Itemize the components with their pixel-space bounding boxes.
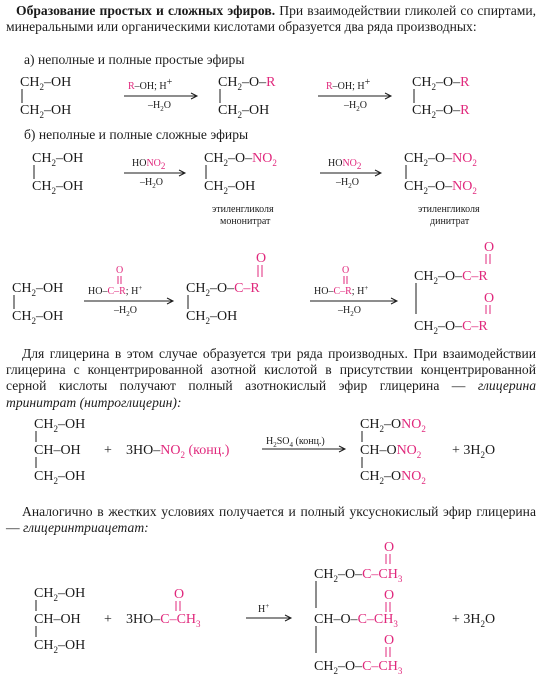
svg-text:–H2O: $-H_2O$ <box>336 177 359 190</box>
triacetate-formula <box>314 540 403 676</box>
glycerin-emph: глицерина тринитрат (нитроглицерин): <box>6 378 536 410</box>
svg-text:CH–OH: CH–OH <box>34 443 81 458</box>
glycerin-formula-2 <box>34 586 85 655</box>
svg-text:мононитрат: мононитрат <box>220 216 271 227</box>
svg-text:CH2–OH: $CH_2-OH$ <box>32 151 84 168</box>
svg-text:–H2O: $-H_2O$ <box>148 100 171 113</box>
plus-sign: + <box>104 443 112 458</box>
plus-sign-2: + <box>104 612 112 627</box>
svg-text:O: O <box>384 633 395 648</box>
svg-text:HO–C–R; H+: HO–C–R; H+ <box>314 284 369 297</box>
monoester-formula <box>186 251 266 326</box>
diether-formula <box>412 75 470 120</box>
svg-text:O: O <box>116 265 124 276</box>
section-a-label: а) неполные и полные простые эфиры <box>24 52 245 67</box>
acyl-ester-scheme <box>0 240 542 340</box>
svg-text:этиленгликоля: этиленгликоля <box>212 204 274 215</box>
svg-text:CH2–OH: $CH_2-OH$ <box>34 638 86 655</box>
svg-text:O: O <box>342 265 350 276</box>
trinitrate-formula <box>360 417 426 486</box>
svg-text:CH2–O–C–R: $CH_2-O-C-R$ <box>186 281 260 298</box>
glycerin-paragraph <box>6 346 536 411</box>
glycol-formula-c <box>12 281 63 326</box>
monoether-formula <box>218 75 276 120</box>
svg-text:3HO–C–CH3: $3HO-C-CH_3$ <box>126 612 201 629</box>
acylation-arrow-1 <box>84 265 173 318</box>
glycol-formula-b <box>32 151 83 196</box>
svg-text:CH2–OH: $CH_2-OH$ <box>12 281 64 298</box>
svg-text:CH–ONO2: $CH-ONO_2$ <box>360 443 422 460</box>
glycerin-formula <box>34 417 85 486</box>
glycol-formula <box>20 75 71 120</box>
svg-text:этиленгликоля: этиленгликоля <box>418 204 480 215</box>
svg-text:O: O <box>484 240 495 255</box>
nitration-arrow-2 <box>320 158 381 190</box>
svg-text:CH–OH: CH–OH <box>34 612 81 627</box>
svg-text:CH2–OH: $CH_2-OH$ <box>218 103 270 120</box>
svg-text:CH2–O–C–R: $CH_2-O-C-R$ <box>414 319 488 336</box>
mononitrate-formula <box>204 151 277 227</box>
nitration-arrow-1 <box>124 158 185 190</box>
intro-title: Образование простых и сложных эфиров. <box>16 3 276 18</box>
acylation-arrow-2 <box>310 265 397 318</box>
svg-text:CH2–OH: $CH_2-OH$ <box>186 309 238 326</box>
ether-scheme <box>0 66 542 126</box>
intro-text: При взаимодействии гликолей со спиртами, минеральными или органическими кислотами образуется два ряда производных: <box>6 3 536 35</box>
triacetate-text: Аналогично в жестких условиях получается и полный уксуснокислый эфир глицерина — <box>6 504 536 536</box>
diester-formula <box>414 240 494 336</box>
svg-text:–H2O: $-H_2O$ <box>140 177 163 190</box>
triacetate-paragraph <box>6 504 536 536</box>
reaction-arrow-2 <box>318 77 391 113</box>
svg-text:CH2–OH: $CH_2-OH$ <box>34 417 86 434</box>
water-product: + $3H_2O$ <box>452 443 496 460</box>
svg-text:HONO2: HONO2 <box>132 158 166 171</box>
svg-text:–H2O: $-H_2O$ <box>114 305 137 318</box>
svg-text:CH2–O–NO2: $CH_2-O-NO_2$ <box>404 151 477 168</box>
svg-text:CH2–ONO2: $CH_2-ONO_2$ <box>360 469 426 486</box>
svg-text:H+: H+ <box>258 602 270 615</box>
svg-text:O: O <box>484 291 495 306</box>
glycerin-text: Для глицерина в этом случае образуется три ряда производных. При взаимодействии глицерина с концентрированной азотной кислотой в присутствии концентрированной серной кислоты получают полный азотнокислый эфир глицерина — <box>6 346 536 394</box>
svg-text:CH2–OH: $CH_2-OH$ <box>20 75 72 92</box>
svg-text:HO–C–R; H+: HO–C–R; H+ <box>88 284 143 297</box>
reaction-arrow-1 <box>124 77 197 113</box>
svg-text:CH2–O–R: $CH_2-O-R$ <box>412 103 470 120</box>
svg-text:CH2–O–C–CH3: $CH_2-O-C-CH_3$ <box>314 659 403 676</box>
svg-text:CH–O–C–CH3: $CH-O-C-CH_3$ <box>314 612 398 629</box>
svg-text:O: O <box>384 540 395 555</box>
dinitrate-formula <box>404 151 480 227</box>
water-product-2: + $3H_2O$ <box>452 612 496 629</box>
section-b-label: б) неполные и полные сложные эфиры <box>24 127 249 142</box>
svg-text:–H2O: $-H_2O$ <box>344 100 367 113</box>
intro-paragraph <box>6 3 536 35</box>
svg-text:O: O <box>384 588 395 603</box>
svg-text:CH2–OH: $CH_2-OH$ <box>20 103 72 120</box>
nitrate-scheme <box>0 140 542 230</box>
acetic-acid-formula <box>126 587 201 629</box>
svg-text:O: O <box>256 251 267 266</box>
svg-text:R–OH; H+: R–OH; H+ <box>326 77 371 92</box>
nitroglycerin-scheme <box>0 412 542 494</box>
svg-text:O: O <box>174 587 185 602</box>
svg-text:CH2–OH: $CH_2-OH$ <box>204 179 256 196</box>
svg-text:–H2O: $-H_2O$ <box>338 305 361 318</box>
svg-text:CH2–OH: $CH_2-OH$ <box>34 586 86 603</box>
svg-text:CH2–O–R: $CH_2-O-R$ <box>218 75 276 92</box>
svg-text:CH2–O–C–R: $CH_2-O-C-R$ <box>414 269 488 286</box>
acid-catalyst-arrow <box>246 602 291 621</box>
svg-text:CH2–OH: $CH_2-OH$ <box>12 309 64 326</box>
svg-text:H2SO4 (конц.): $H_2SO_4$ (конц.) <box>266 436 325 449</box>
svg-text:CH2–OH: $CH_2-OH$ <box>32 179 84 196</box>
svg-text:динитрат: динитрат <box>430 216 470 227</box>
svg-text:CH2–ONO2: $CH_2-ONO_2$ <box>360 417 426 434</box>
svg-text:CH2–OH: $CH_2-OH$ <box>34 469 86 486</box>
svg-text:CH2–O–NO2: $CH_2-O-NO_2$ <box>204 151 277 168</box>
svg-text:CH2–O–NO2: $CH_2-O-NO_2$ <box>404 179 477 196</box>
svg-text:CH2–O–R: $CH_2-O-R$ <box>412 75 470 92</box>
sulfuric-arrow <box>262 436 345 452</box>
nitric-acid-formula: $3HO-NO_2$ (конц.) <box>126 443 230 460</box>
triacetate-scheme <box>0 538 542 682</box>
svg-text:CH2–O–C–CH3: $CH_2-O-C-CH_3$ <box>314 567 403 584</box>
triacetate-emph: глицеринтриацетат: <box>23 520 149 536</box>
svg-text:HONO2: HONO2 <box>328 158 362 171</box>
svg-text:R–OH; H+: R–OH; H+ <box>128 77 173 92</box>
